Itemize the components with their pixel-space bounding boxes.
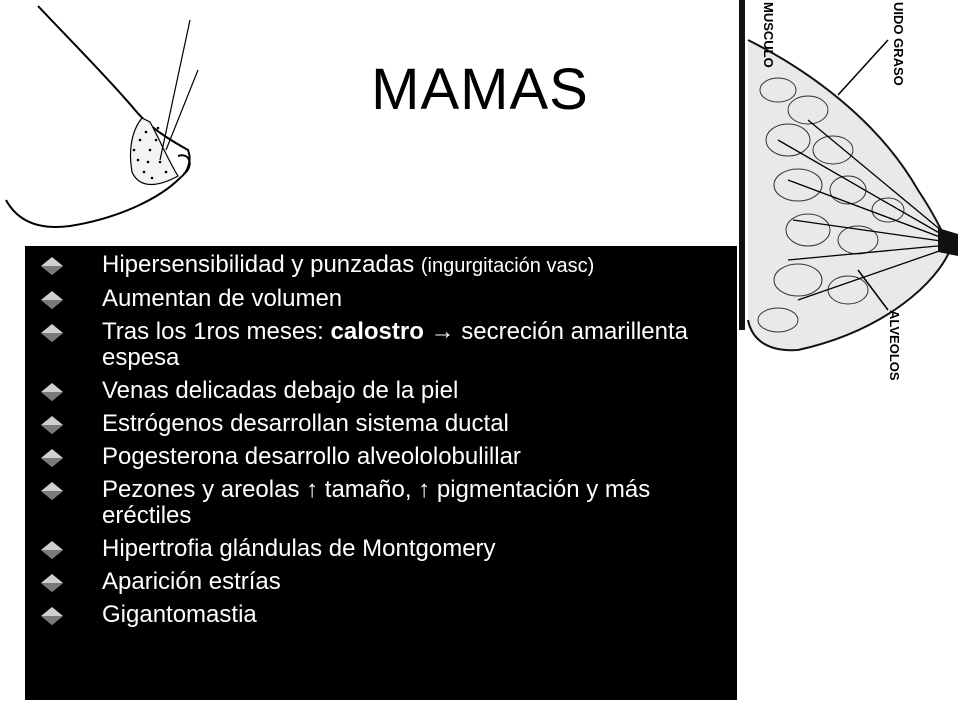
bullet-text: Estrógenos desarrollan sistema ductal	[102, 410, 509, 437]
tejido-graso-label: UIDO GRASO	[891, 2, 906, 86]
bullet-text-bold: calostro	[330, 318, 424, 345]
list-item	[25, 378, 737, 404]
bullet-text-continued: → secreción amarillenta espesa	[102, 318, 688, 371]
bullet-text: Aparición estrías	[102, 568, 281, 595]
bullet-icon	[39, 539, 65, 561]
breast-profile-illustration	[0, 0, 210, 240]
bullet-icon	[39, 447, 65, 469]
list-item	[25, 444, 737, 470]
bullet-text: Hipersensibilidad y punzadas	[102, 251, 421, 278]
bullet-icon	[39, 322, 65, 344]
bullet-panel	[25, 246, 737, 700]
bullet-text: Gigantomastia	[102, 601, 257, 628]
bullet-list	[25, 252, 737, 635]
bullet-icon	[39, 381, 65, 403]
list-item	[25, 569, 737, 595]
list-item	[25, 411, 737, 437]
list-item	[25, 536, 737, 562]
slide-title: MAMAS	[371, 57, 589, 122]
bullet-text: Tras los 1ros meses:	[102, 318, 331, 345]
bullet-text-small: (ingurgitación vasc)	[420, 255, 595, 277]
bullet-text: Pezones y areolas ↑ tamaño, ↑ pigmentación y más eréctiles	[102, 476, 651, 529]
list-item	[25, 286, 737, 312]
bullet-text: Aumentan de volumen	[102, 285, 343, 312]
bullet-text: Venas delicadas debajo de la piel	[102, 377, 459, 404]
list-item	[25, 602, 737, 628]
bullet-text: Pogesterona desarrollo alveololobulillar	[102, 443, 521, 470]
list-item	[25, 319, 737, 371]
list-item	[25, 252, 737, 279]
bullet-text: Hipertrofia glándulas de Montgomery	[102, 535, 496, 562]
list-item	[25, 477, 737, 529]
breast-cross-section-illustration	[738, 0, 960, 420]
bullet-icon	[39, 572, 65, 594]
bullet-icon	[39, 605, 65, 627]
bullet-icon	[39, 480, 65, 502]
musculo-label: MUSCULO	[761, 2, 776, 68]
bullet-icon	[39, 414, 65, 436]
alveolos-label: ALVEOLOS	[887, 310, 902, 381]
bullet-icon	[39, 289, 65, 311]
bullet-icon	[39, 255, 65, 277]
